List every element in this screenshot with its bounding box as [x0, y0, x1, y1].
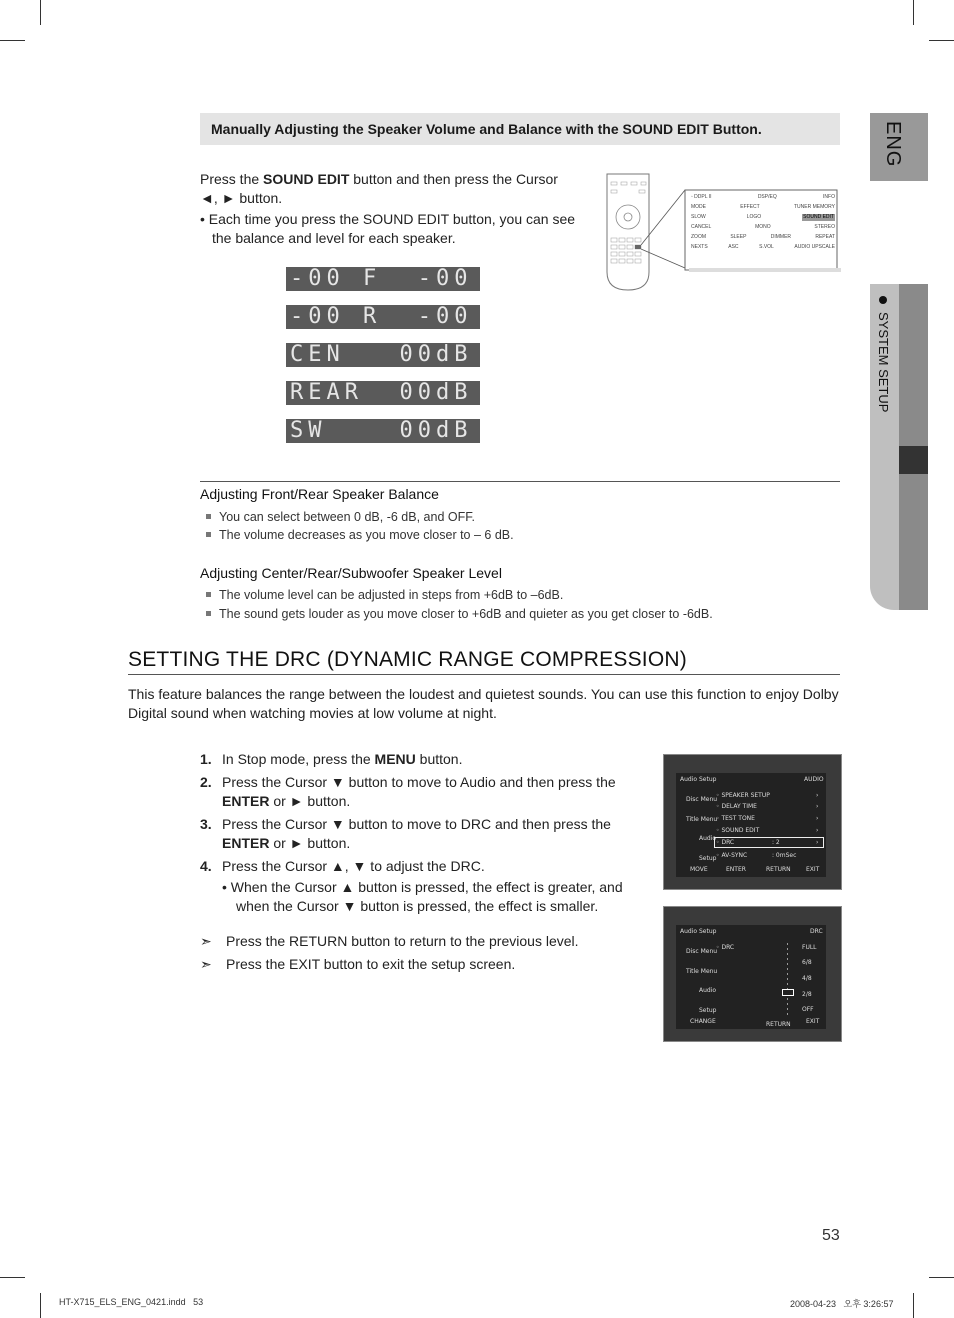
- list-item: [206, 526, 514, 544]
- remote-label: SLOW: [691, 214, 706, 220]
- drc-desc-line: Digital sound when watching movies at low volume at night.: [128, 705, 497, 721]
- note-return: [200, 932, 640, 951]
- intro-text: [200, 170, 580, 248]
- intro-bullet: • Each time you press the SOUND EDIT button, you can see: [200, 211, 576, 227]
- note-exit: [200, 955, 640, 974]
- step-text-bold: ENTER: [222, 793, 270, 809]
- square-bullet-icon: [206, 611, 211, 616]
- osd-header-left: Audio Setup: [680, 928, 717, 935]
- intro-post: button and then press the Cursor: [349, 171, 558, 187]
- footer-file: HT-X715_ELS_ENG_0421.indd 53: [59, 1297, 204, 1307]
- step-text-bold: MENU: [374, 751, 416, 767]
- crop-mark: [0, 1277, 25, 1278]
- note-text: Press the: [226, 933, 290, 949]
- intro-bullet-cont: the balance and level for each speaker.: [212, 230, 456, 246]
- note-bold: RETURN: [289, 933, 348, 949]
- remote-label: AUDIO UPSCALE: [794, 244, 835, 250]
- sub-bullet-text: when the Cursor ▼ button is pressed, the effect is smaller.: [236, 898, 599, 914]
- crop-mark: [929, 1277, 954, 1278]
- osd-footer-exit: EXIT: [806, 1018, 820, 1025]
- osd-drc-level: 6/8: [802, 959, 812, 966]
- osd-footer-return: RETURN: [766, 1021, 791, 1028]
- square-bullet-icon: [206, 592, 211, 597]
- sub-bullet-text: • When the Cursor ▲ button is pressed, the effect is greater, and: [222, 879, 623, 895]
- step-text-part: Press the Cursor ▼ button to move to: [222, 816, 461, 832]
- osd-side-disc-menu: Disc Menu: [686, 796, 718, 803]
- intro-pre: Press the: [200, 171, 264, 187]
- note-bold: EXIT: [289, 956, 320, 972]
- crop-mark: [0, 40, 25, 41]
- list-item-text: The volume decreases as you move closer to – 6 dB.: [219, 528, 514, 542]
- step-text-part: or ► button.: [269, 835, 351, 851]
- remote-label: ASC: [728, 244, 739, 250]
- remote-label: TUNER MEMORY: [793, 204, 835, 210]
- osd-side-title-menu: Title Menu: [686, 816, 718, 823]
- list-item-text: You can select between 0 dB, -6 dB, and OFF.: [219, 510, 475, 524]
- step-text-part: Press the Cursor ▼ button to move to: [222, 774, 460, 790]
- step: [200, 750, 640, 769]
- crop-mark: [40, 1293, 41, 1318]
- osd-side-setup: Setup: [699, 1007, 717, 1014]
- side-tab-section-label: SYSTEM SETUP: [876, 312, 891, 413]
- step-text: [222, 815, 611, 853]
- drc-desc-line: This feature balances the range between the loudest and quietest sounds. You can use this function to enjoy Dolby: [128, 686, 839, 702]
- step-text: [222, 857, 485, 876]
- osd-row-arrow: ›: [816, 792, 819, 799]
- step: [200, 773, 640, 811]
- remote-label: REPEAT: [815, 234, 835, 240]
- square-bullet-icon: [206, 514, 211, 519]
- sound-edit-bold: SOUND EDIT: [263, 171, 350, 187]
- step-text-part: and then press the: [491, 816, 611, 832]
- step: [200, 815, 640, 853]
- osd-row-arrow: ›: [816, 827, 819, 834]
- osd-footer-move: MOVE: [690, 866, 708, 873]
- step-text: [222, 773, 616, 811]
- step-number: 1.: [200, 751, 212, 767]
- osd-side-title-menu: Title Menu: [686, 968, 718, 975]
- osd-footer-change: CHANGE: [690, 1018, 716, 1025]
- step-text-bold: DRC: [450, 858, 481, 874]
- note-text: Press the: [226, 956, 290, 972]
- balance-heading: Adjusting Front/Rear Speaker Balance: [200, 486, 439, 502]
- osd-footer-enter: ENTER: [726, 866, 746, 873]
- step-text-part: button.: [415, 751, 463, 767]
- osd-row-label: ◦ AV-SYNC: [716, 852, 748, 859]
- list-item: [206, 605, 713, 624]
- step-text-part: Press the Cursor ▲, ▼ to adjust the: [222, 858, 451, 874]
- level-list: [206, 586, 713, 624]
- drc-steps: [200, 750, 640, 974]
- remote-label: MONO: [755, 224, 771, 230]
- lcd-display-rear: REAR 00dB: [286, 381, 480, 405]
- osd-row-label: ◦ DELAY TIME: [716, 803, 757, 810]
- slider-handle: [782, 989, 794, 996]
- balance-list: [206, 508, 514, 544]
- step-text-part: .: [480, 858, 485, 874]
- lcd-display-subwoofer: SW 00dB: [286, 419, 480, 443]
- step-text-part: In Stop mode, press the: [222, 751, 375, 767]
- step: [200, 857, 640, 876]
- remote-label: ◦ DDPL II: [691, 194, 712, 200]
- lcd-display-rear-balance: -00 R -00: [286, 305, 480, 329]
- osd-row-arrow: ›: [816, 803, 819, 810]
- osd-row-label: ◦ SPEAKER SETUP: [716, 792, 770, 799]
- remote-label: DSP/EQ: [757, 194, 777, 200]
- sub-bullet: [200, 878, 640, 916]
- square-bullet-icon: [206, 532, 211, 537]
- osd-drc-level: OFF: [802, 1006, 814, 1013]
- osd-header-right: AUDIO: [804, 776, 824, 783]
- footer-date: 2008-04-23 오후 3:26:57: [790, 1299, 894, 1309]
- osd-header-right: DRC: [810, 928, 823, 935]
- remote-illustration: [603, 172, 843, 292]
- osd-row-value: : 0mSec: [772, 852, 797, 859]
- osd-screen-audio: [663, 754, 842, 890]
- osd-row-arrow: ›: [816, 839, 819, 846]
- sound-edit-button-label: SOUND EDIT: [803, 214, 834, 220]
- lcd-display-center: CEN 00dB: [286, 343, 480, 367]
- osd-side-disc-menu: Disc Menu: [686, 948, 718, 955]
- osd-row-value: : 2: [772, 839, 780, 846]
- crop-mark: [913, 1293, 914, 1318]
- crop-mark: [929, 40, 954, 41]
- side-tab-eng: [870, 113, 928, 181]
- osd-drc-level: 4/8: [802, 975, 812, 982]
- osd-row-label: ◦ DRC: [716, 839, 735, 846]
- section-header-text: Manually Adjusting the Speaker Volume and Balance with the SOUND EDIT Button.: [211, 121, 762, 137]
- osd-side-setup: Setup: [699, 855, 717, 862]
- side-tab-lang: ENG: [882, 121, 904, 168]
- remote-label: STEREO: [814, 224, 835, 230]
- step-text-bold: DRC: [460, 816, 492, 832]
- step-number: 3.: [200, 816, 212, 832]
- osd-side-audio: Audio: [699, 835, 717, 842]
- lcd-display-front: -00 F -00: [286, 267, 480, 291]
- remote-label: S.VOL: [759, 244, 774, 250]
- step-number: 2.: [200, 774, 212, 790]
- remote-label: NEXTS: [691, 244, 708, 250]
- remote-label: MODE: [691, 204, 706, 210]
- section-header: [200, 113, 840, 145]
- osd-drc-slider: [784, 943, 792, 1015]
- remote-label: SLEEP: [730, 234, 747, 240]
- note-text: button to return to the previous level.: [347, 933, 579, 949]
- intro-line2: ◄, ► button.: [200, 190, 283, 206]
- step-text: [222, 750, 462, 769]
- remote-label: CANCEL: [691, 224, 712, 230]
- osd-drc-level: FULL: [802, 944, 817, 951]
- list-item: [206, 508, 514, 526]
- drc-title: SETTING THE DRC (DYNAMIC RANGE COMPRESSION): [128, 648, 687, 671]
- step-text-bold: Audio: [459, 774, 496, 790]
- osd-screen-drc: [663, 906, 842, 1042]
- bullet-dot-icon: [879, 296, 887, 304]
- page-number: 53: [822, 1227, 840, 1244]
- side-tab-marker: [899, 446, 928, 474]
- step-number: 4.: [200, 858, 212, 874]
- remote-zoom-labels: [691, 194, 835, 251]
- note-arrow-icon: ➣: [200, 933, 212, 949]
- note-text: button to exit the setup screen.: [319, 956, 516, 972]
- step-text-part: and then press the: [495, 774, 616, 790]
- list-item-text: The volume level can be adjusted in steps from +6dB to –6dB.: [219, 588, 564, 602]
- osd-footer-return: RETURN: [766, 866, 791, 873]
- drc-description: [128, 685, 848, 723]
- remote-label: EFFECT: [740, 204, 760, 210]
- osd-footer-exit: EXIT: [806, 866, 820, 873]
- slider-track: [787, 943, 788, 1015]
- level-heading: Adjusting Center/Rear/Subwoofer Speaker Level: [200, 565, 502, 581]
- side-tab-section: [870, 284, 928, 610]
- step-text-bold: ENTER: [222, 835, 270, 851]
- crop-mark: [913, 0, 914, 25]
- osd-header-left: Audio Setup: [680, 776, 717, 783]
- list-item: [206, 586, 713, 605]
- osd-row-arrow: ›: [816, 815, 819, 822]
- title-underline: [128, 674, 840, 675]
- list-item-text: The sound gets louder as you move closer to +6dB and quieter as you get closer to -6dB.: [219, 607, 713, 621]
- osd-row-label: ◦ TEST TONE: [716, 815, 755, 822]
- remote-label: INFO: [823, 194, 835, 200]
- note-arrow-icon: ➣: [200, 956, 212, 972]
- osd-drc-level: 2/8: [802, 991, 812, 998]
- osd-drc-label: ◦ DRC: [716, 944, 735, 951]
- crop-mark: [40, 0, 41, 25]
- osd-side-audio: Audio: [699, 987, 717, 994]
- remote-label: LOGO: [746, 214, 762, 220]
- remote-label: ZOOM: [691, 234, 706, 240]
- step-text-part: or ► button.: [269, 793, 351, 809]
- divider: [200, 481, 840, 482]
- osd-row-label: ◦ SOUND EDIT: [716, 827, 760, 834]
- remote-label: DIMMER: [770, 234, 792, 240]
